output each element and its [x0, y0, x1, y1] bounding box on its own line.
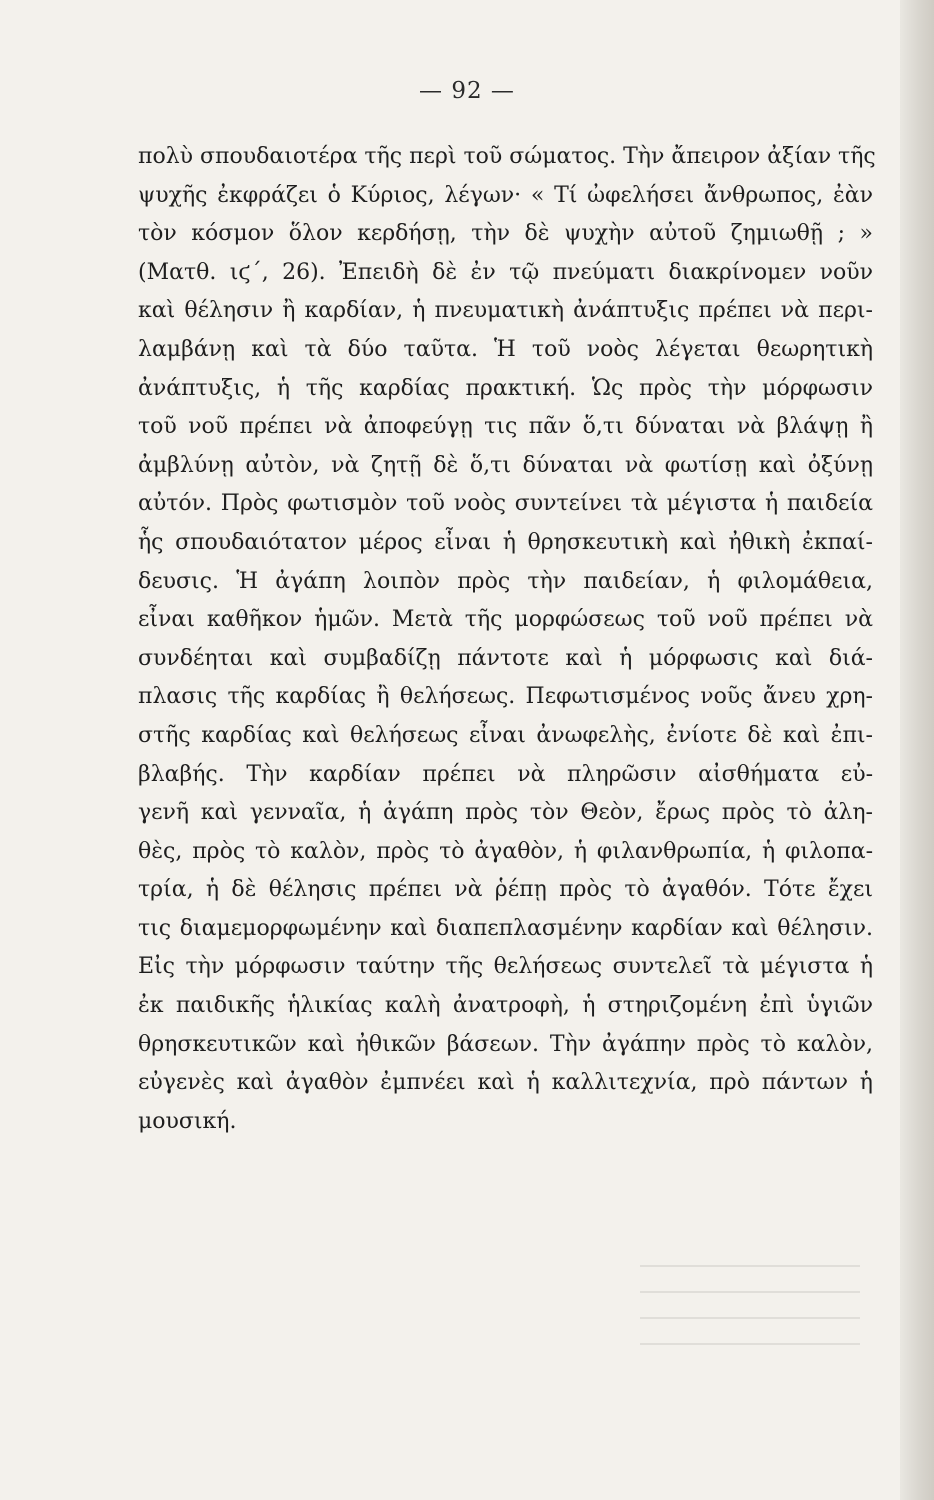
text-line: θρησκευτικῶν καὶ ἠθικῶν βάσεων. Τὴν ἀγάπην πρὸς τὸ καλὸν,	[138, 1031, 873, 1057]
page-number: — 92 —	[419, 78, 515, 104]
text-line: πολὺ σπουδαιοτέρα τῆς περὶ τοῦ σώματος. Τὴν ἄπειρον ἀξίαν τῆς	[138, 144, 876, 169]
text-line: πλασις τῆς καρδίας ἢ θελήσεως. Πεφωτισμένος νοῦς ἄνευ χρη-	[138, 684, 873, 710]
text-line: τρία, ἡ δὲ θέλησις πρέπει νὰ ῥέπῃ πρὸς τὸ ἀγαθόν. Τότε ἔχει	[138, 877, 873, 903]
text-line: Εἰς τὴν μόρφωσιν ταύτην τῆς θελήσεως συντελεῖ τὰ μέγιστα ἡ	[138, 954, 873, 980]
text-line: ἀμβλύνῃ αὐτὸν, νὰ ζητῇ δὲ ὅ,τι δύναται νὰ φωτίσῃ καὶ ὀξύνῃ	[138, 452, 873, 478]
text-line: ἀνάπτυξις, ἡ τῆς καρδίας πρακτική. Ὡς πρὸς τὴν μόρφωσιν	[138, 375, 873, 401]
text-line: ψυχῆς ἐκφράζει ὁ Κύριος, λέγων· « Τί ὠφελήσει ἄνθρωπος, ἐὰν	[138, 182, 873, 208]
text-line: εὐγενὲς καὶ ἀγαθὸν ἐμπνέει καὶ ἡ καλλιτεχνία, πρὸ πάντων ἡ	[138, 1070, 873, 1096]
binding-edge	[900, 0, 934, 1500]
text-line: καὶ θέλησιν ἢ καρδίαν, ἡ πνευματικὴ ἀνάπτυξις πρέπει νὰ περι-	[138, 298, 873, 324]
text-line: δευσις. Ἡ ἀγάπη λοιπὸν πρὸς τὴν παιδείαν, ἡ φιλομάθεια,	[138, 568, 873, 594]
text-line: βλαβής. Τὴν καρδίαν πρέπει νὰ πληρῶσιν αἰσθήματα εὐ-	[138, 761, 873, 787]
text-line: λαμβάνῃ καὶ τὰ δύο ταῦτα. Ἡ τοῦ νοὸς λέγεται θεωρητικὴ	[138, 336, 873, 362]
text-line: τὸν κόσμον ὅλον κερδήσῃ, τὴν δὲ ψυχὴν αὐτοῦ ζημιωθῇ ; »	[138, 221, 873, 247]
body-text	[138, 138, 876, 1141]
text-line: στῆς καρδίας καὶ θελήσεως εἶναι ἀνωφελὴς, ἐνίοτε δὲ καὶ ἐπι-	[138, 722, 873, 748]
text-line: εἶναι καθῆκον ἡμῶν. Μετὰ τῆς μορφώσεως τοῦ νοῦ πρέπει νὰ	[138, 607, 873, 633]
text-line: (Ματθ. ιϛ΄, 26). Ἐπειδὴ δὲ ἐν τῷ πνεύματι διακρίνομεν νοῦν	[138, 259, 873, 285]
text-line: μουσική.	[138, 1108, 237, 1134]
text-line: γενῆ καὶ γενναῖα, ἡ ἀγάπη πρὸς τὸν Θεὸν, ἔρως πρὸς τὸ ἀλη-	[138, 800, 873, 826]
text-line: ἐκ παιδικῆς ἡλικίας καλὴ ἀνατροφὴ, ἡ στηριζομένη ἐπὶ ὑγιῶν	[138, 993, 873, 1019]
text-line: ἧς σπουδαιότατον μέρος εἶναι ἡ θρησκευτικὴ καὶ ἠθικὴ ἐκπαί-	[138, 529, 873, 555]
text-line: θὲς, πρὸς τὸ καλὸν, πρὸς τὸ ἀγαθὸν, ἡ φιλανθρωπία, ἡ φιλοπα-	[138, 838, 873, 864]
bleed-through-shadow	[640, 1255, 860, 1345]
text-line: τις διαμεμορφωμένην καὶ διαπεπλασμένην καρδίαν καὶ θέλησιν.	[138, 915, 873, 941]
text-line: συνδέηται καὶ συμβαδίζῃ πάντοτε καὶ ἡ μόρφωσις καὶ διά-	[138, 645, 873, 671]
text-line: τοῦ νοῦ πρέπει νὰ ἀποφεύγῃ τις πᾶν ὅ,τι δύναται νὰ βλάψῃ ἢ	[138, 414, 873, 440]
text-line: αὐτόν. Πρὸς φωτισμὸν τοῦ νοὸς συντείνει τὰ μέγιστα ἡ παιδεία	[138, 491, 873, 517]
